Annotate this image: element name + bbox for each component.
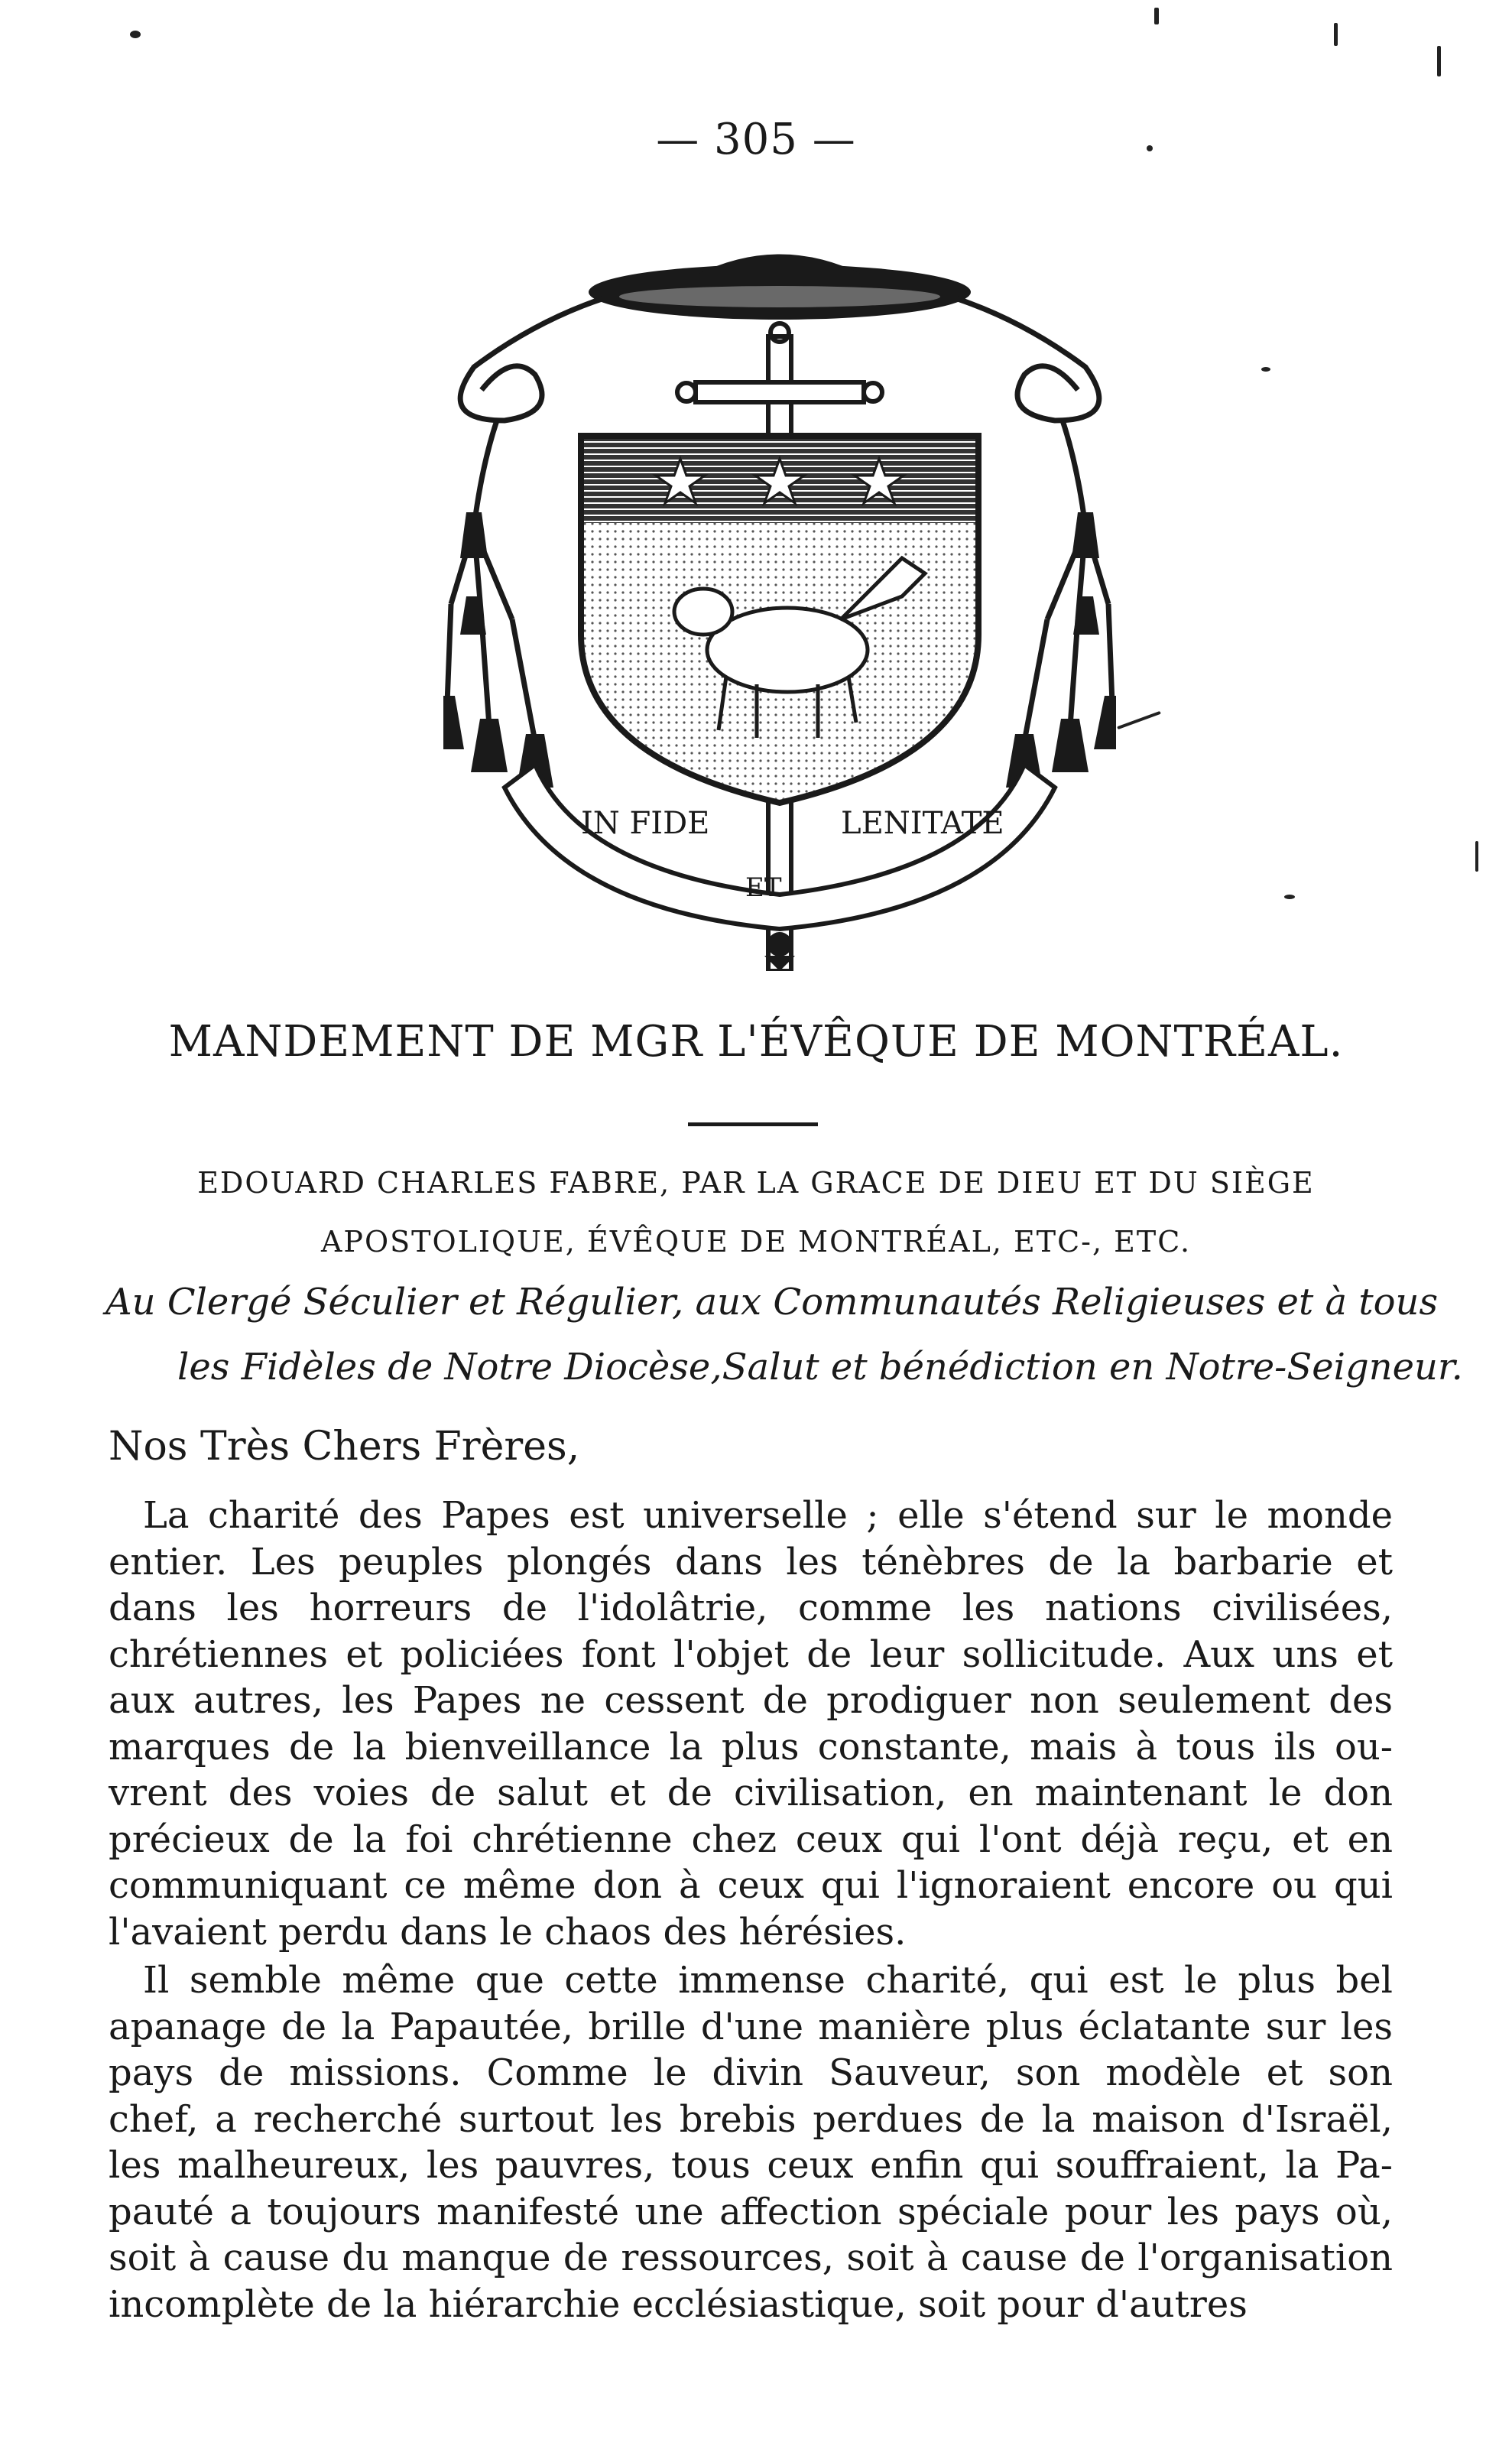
address-line-1: Au Clergé Séculier et Régulier, aux Communautés Religieuses et à tous [105,1281,1439,1324]
heading-line-1: EDOUARD CHARLES FABRE, PAR LA GRACE DE DIEU ET DU SIÈGE [197,1166,1315,1200]
salutation: Nos Très Chers Frères, [109,1424,580,1470]
paragraph-1-line: dans les horreurs de l'idolâtrie, comme les nations civilisées, [109,1587,1393,1629]
scan-speck [1475,841,1478,872]
paragraph-1-line: chrétiennes et policiées font l'objet de leur sollicitude. Aux uns et [109,1632,1393,1676]
paragraph-1-line: entier. Les peuples plongés dans les ténèbres de la barbarie et [109,1540,1393,1583]
scan-speck [1284,895,1295,899]
paragraph-1-line: l'avaient perdu dans le chaos des hérésies. [109,1910,907,1954]
paragraph-1-line: La charité des Papes est universelle ; elle s'étend sur le monde [143,1494,1393,1537]
paragraph-1 [109,1492,1393,1955]
scan-speck [1147,145,1153,151]
paragraph-2-line: pays de missions. Comme le divin Sauveur, son modèle et son [109,2051,1393,2094]
paragraph-2-line: apanage de la Papautée, brille d'une manière plus éclatante sur les [109,2005,1393,2048]
paragraph-2-line: incomplète de la hiérarchie ecclésiastique, soit pour d'autres [109,2282,1248,2326]
paragraph-2-line: Il semble même que cette immense charité, qui est le plus bel [143,1959,1393,2002]
page-number: — 305 — [656,115,856,164]
galero-hat-icon [589,255,971,320]
heading-line-2: APOSTOLIQUE, ÉVÊQUE DE MONTRÉAL, ETC-, ETC. [320,1225,1192,1259]
paragraph-2-line: soit à cause du manque de ressources, soit à cause de l'organisation [109,2236,1393,2279]
paragraph-2-line: les malheureux, les pauvres, tous ceux enfin qui souffraient, la Pa- [109,2144,1393,2187]
address-line-2: les Fidèles de Notre Diocèse,Salut et bénédiction en Notre-Seigneur. [177,1346,1463,1389]
paragraph-2-line: chef, a recherché surtout les brebis perdues de la maison d'Israël, [109,2097,1393,2141]
paragraph-2-line: pauté a toujours manifesté une affection spéciale pour les pays où, [109,2190,1393,2233]
paragraph-1-line: marques de la bienveillance la plus constante, mais à tous ils ou- [109,1725,1393,1769]
paragraph-1-line: aux autres, les Papes ne cessent de prodiguer non seulement des [109,1679,1393,1722]
scan-speck [1117,711,1161,729]
paragraph-1-line: communiquant ce même don à ceux qui l'ignoraient encore ou qui [109,1864,1393,1907]
motto-middle: ET [745,872,782,903]
title-divider [688,1122,818,1126]
scan-speck [1261,367,1270,372]
motto-left: IN FIDE [581,806,710,841]
paragraph-1-line: précieux de la foi chrétienne chez ceux qui l'ont déjà reçu, et en [109,1817,1393,1861]
paragraph-1-line: vrent des voies de salut et de civilisation, en maintenant le don [109,1772,1393,1814]
paragraph-2 [109,1957,1393,2327]
episcopal-coat-of-arms [443,237,1116,971]
scan-speck [130,31,141,38]
scan-speck [1334,23,1338,46]
scan-speck [1154,8,1159,24]
shield-icon [581,436,978,803]
scan-speck [1437,46,1441,76]
document-title: MANDEMENT DE MGR L'ÉVÊQUE DE MONTRÉAL. [168,1017,1344,1067]
motto-right: LENITATE [841,806,1004,841]
